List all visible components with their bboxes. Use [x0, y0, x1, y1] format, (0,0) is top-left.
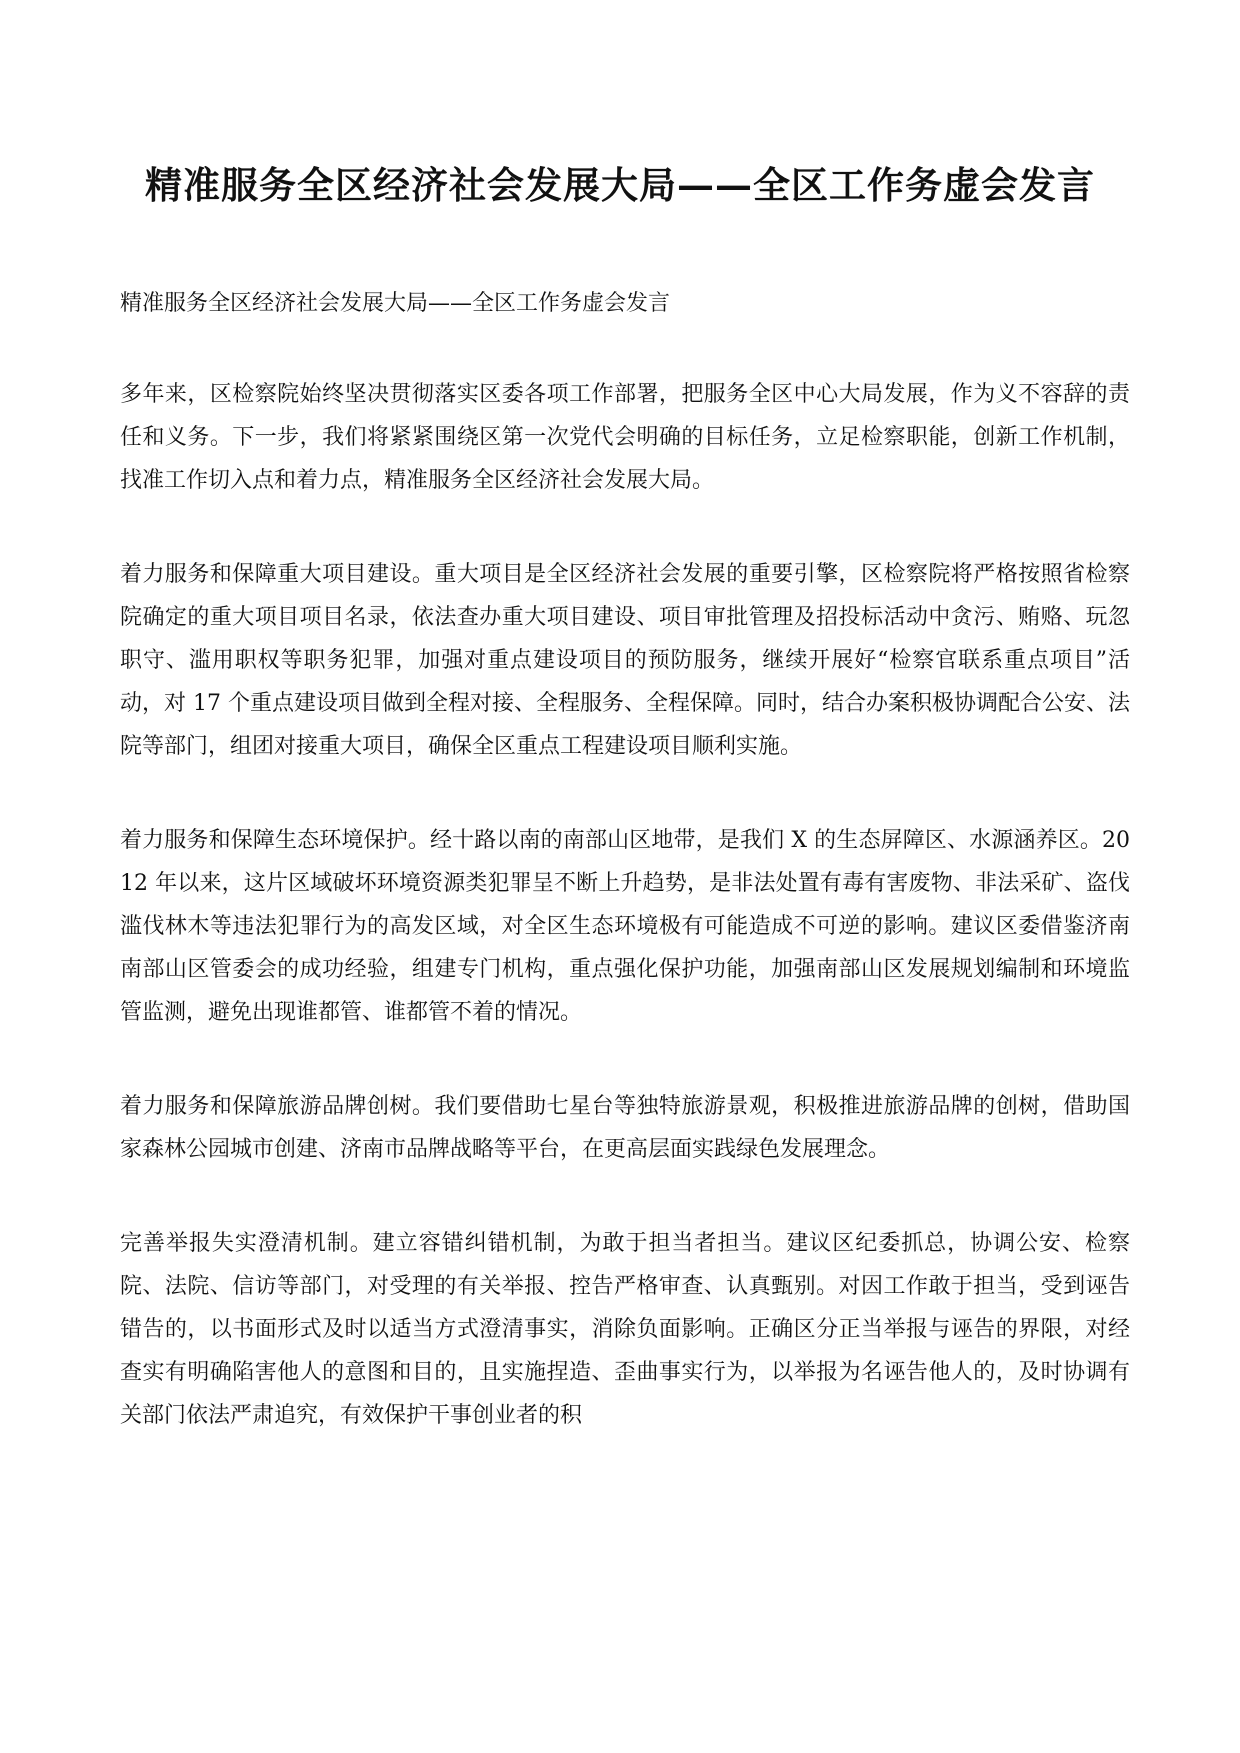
paragraph-report-clarification: 完善举报失实澄清机制。建立容错纠错机制，为敢于担当者担当。建议区纪委抓总，协调公安、检察院、法院、信访等部门，对受理的有关举报、控告严格审查、认真甄别。对因工作敢于担当，受到诬告错告的，以书面形式及时以适当方式澄清事实，消除负面影响。正确区分正当举报与诬告的界限，对经查实有明确陷害他人的意图和目的，且实施捏造、歪曲事实行为，以举报为名诬告他人的，及时协调有关部门依法严肃追究，有效保护干事创业者的积: [120, 1231, 1130, 1428]
paragraph-major-projects: 着力服务和保障重大项目建设。重大项目是全区经济社会发展的重要引擎，区检察院将严格按照省检察院确定的重大项目项目名录，依法查办重大项目建设、项目审批管理及招投标活动中贪污、贿赂、玩忽职守、滥用职权等职务犯罪，加强对重点建设项目的预防服务，继续开展好“检察官联系重点项目”活动，对 17 个重点建设项目做到全程对接、全程服务、全程保障。同时，结合办案积极协调配合公安、法院等部门，组团对接重大项目，确保全区重点工程建设项目顺利实施。: [120, 562, 1130, 759]
document-title: 精准服务全区经济社会发展大局——全区工作务虚会发言: [145, 163, 1095, 207]
document-body: [120, 286, 1130, 1488]
paragraph-ecology: 着力服务和保障生态环境保护。经十路以南的南部山区地带，是我们 X 的生态屏障区、水源涵养区。2012 年以来，这片区域破坏环境资源类犯罪呈不断上升趋势，是非法处置有毒有害废物、非法采矿、盗伐滥伐林木等违法犯罪行为的高发区域，对全区生态环境极有可能造成不可逆的影响。建议区委借鉴济南南部山区管委会的成功经验，组建专门机构，重点强化保护功能，加强南部山区发展规划编制和环境监管监测，避免出现谁都管、谁都管不着的情况。: [120, 828, 1130, 1025]
document-subtitle: 精准服务全区经济社会发展大局——全区工作务虚会发言: [120, 291, 671, 316]
paragraph-tourism: 着力服务和保障旅游品牌创树。我们要借助七星台等独特旅游景观，积极推进旅游品牌的创树，借助国家森林公园城市创建、济南市品牌战略等平台，在更高层面实践绿色发展理念。: [120, 1094, 1130, 1162]
paragraph-intro: 多年来，区检察院始终坚决贯彻落实区委各项工作部署，把服务全区中心大局发展，作为义不容辞的责任和义务。下一步，我们将紧紧围绕区第一次党代会明确的目标任务，立足检察职能，创新工作机制，找准工作切入点和着力点，精准服务全区经济社会发展大局。: [120, 382, 1130, 493]
